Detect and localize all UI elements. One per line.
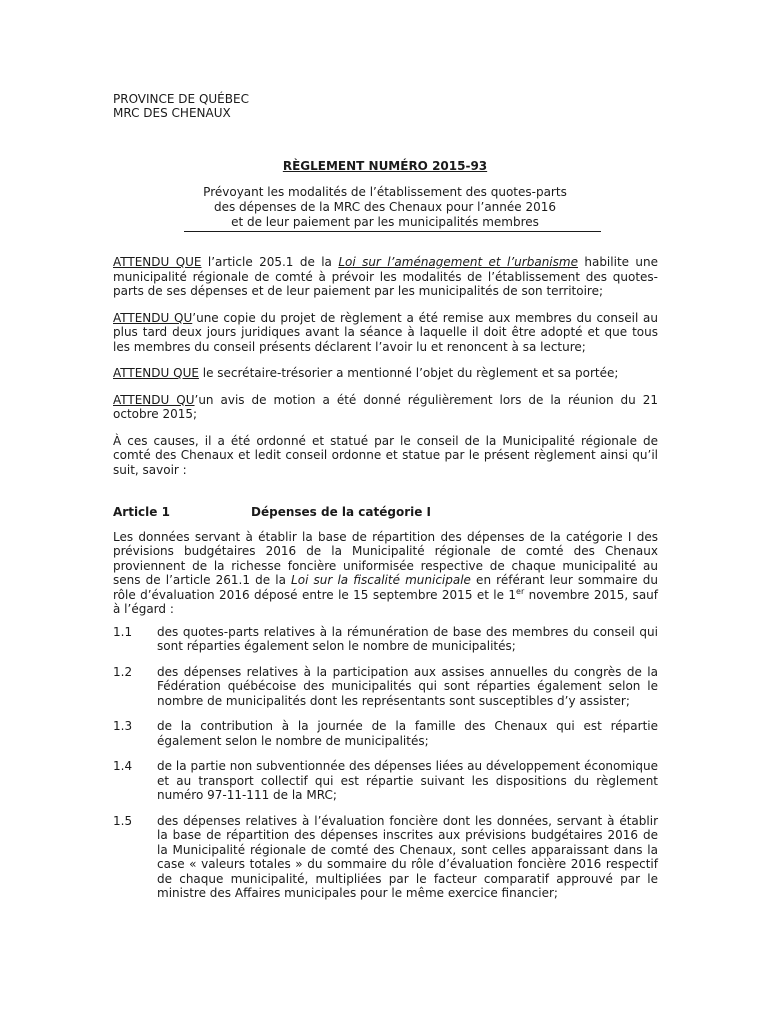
list-item (113, 759, 658, 803)
whereas-paragraph-2 (113, 311, 658, 355)
document-body (113, 255, 658, 912)
paragraph-text: le secrétaire-trésorier a mentionné l’objet du règlement et sa portée; (198, 366, 619, 380)
province-line: PROVINCE DE QUÉBEC (113, 92, 249, 106)
whereas-lead: ATTENDU QU (113, 392, 195, 407)
item-text: des quotes-parts relatives à la rémunération de base des membres du conseil qui sont réparties également selon le nombre de municipalités; (157, 624, 658, 653)
paragraph-text: habilite une municipalité régionale de comté à prévoir les modalités de l’établissement des quotes-parts de ses dépenses et de leur paiement par les municipalités de son territoire; (113, 255, 659, 298)
law-title: Loi sur l’aménagement et l’urbanisme (338, 255, 578, 269)
item-text: des dépenses relatives à la participation aux assises annuelles du congrès de la Fédération québécoise des municipalités qui sont réparties également selon le nombre de municipalités dont les représentants sont susceptibles d’y assister; (157, 664, 658, 708)
article-title: Dépenses de la catégorie I (251, 505, 431, 519)
subtitle-line: des dépenses de la MRC des Chenaux pour l’année 2016 (213, 200, 557, 214)
law-title: Loi sur la fiscalité municipale (291, 573, 471, 587)
paragraph-text: Les données servant à établir la base de répartition des dépenses de la catégorie I des prévisions budgétaires 2016 de la Municipalité régionale de comté des Chenaux proviennent de la richesse foncière uniformisée respective de chaque municipalité au sens de l’article 261.1 de la (113, 529, 658, 587)
paragraph-text: en référant leur sommaire du rôle d’évaluation 2016 déposé entre le 15 septembre 2015 et le 1 (113, 573, 658, 602)
paragraph-text: l’article 205.1 de la (201, 255, 339, 269)
item-text: de la partie non subventionnée des dépenses liées au développement économique et au transport collectif qui est répartie suivant les dispositions du règlement numéro 97-11-111 de la MRC; (157, 759, 658, 802)
list-item (113, 665, 658, 709)
ordinal-superscript: er (516, 586, 525, 596)
article-1-intro (113, 530, 658, 617)
list-item (113, 719, 658, 748)
paragraph-text: novembre 2015, sauf à l’égard : (113, 587, 658, 616)
subtitle-line: et de leur paiement par les municipalités membres (231, 215, 539, 229)
list-item (113, 625, 658, 654)
list-item (113, 814, 658, 901)
enacting-clause: À ces causes, il a été ordonné et statué par le conseil de la Municipalité régionale de comté des Chenaux et ledit conseil ordonne et statue par le présent règlement ainsi qu’il suit, savoir : (113, 433, 658, 477)
item-number: 1.1 (113, 624, 133, 639)
item-number: 1.3 (113, 719, 133, 733)
subtitle-underline (184, 231, 601, 232)
article-number: Article 1 (113, 505, 170, 519)
item-number: 1.2 (113, 664, 133, 679)
whereas-lead: ATTENDU QUE (113, 255, 202, 269)
whereas-paragraph-3 (113, 366, 658, 381)
regulation-subtitle (150, 185, 620, 230)
paragraph-text: ’un avis de motion a été donné régulièrement lors de la réunion du 21 octobre 2015; (113, 392, 658, 421)
whereas-paragraph-1 (113, 255, 658, 299)
regulation-title: RÈGLEMENT NUMÉRO 2015-93 (282, 159, 488, 173)
document-header (113, 92, 249, 120)
item-number: 1.4 (113, 759, 133, 773)
item-number: 1.5 (113, 813, 133, 828)
subtitle-line: Prévoyant les modalités de l’établissement des quotes-parts (203, 185, 567, 199)
item-text: des dépenses relatives à l’évaluation foncière dont les données, servant à établir la base de répartition des dépenses inscrites aux prévisions budgétaires 2016 de la Municipalité régionale de comté des Chenaux, sont celles apparaissant dans la case « valeurs totales » du sommaire du rôle d’évaluation foncière 2016 respectif de chaque municipalité, multipliées par le facteur comparatif approuvé par le ministre des Affaires municipales pour le même exercice financier; (157, 813, 658, 900)
paragraph-text: ’une copie du projet de règlement a été remise aux membres du conseil au plus tard deux jours juridiques avant la séance à laquelle il doit être adopté et que tous les membres du conseil présents déclarent l’avoir lu et renoncent à sa lecture; (113, 310, 658, 354)
whereas-lead: ATTENDU QUE (113, 366, 199, 380)
mrc-line: MRC DES CHENAUX (113, 106, 231, 120)
article-1-heading (113, 505, 658, 520)
whereas-paragraph-4 (113, 393, 658, 422)
whereas-lead: ATTENDU QU (113, 310, 193, 325)
item-text: de la contribution à la journée de la famille des Chenaux qui est répartie également selon le nombre de municipalités; (157, 719, 658, 748)
